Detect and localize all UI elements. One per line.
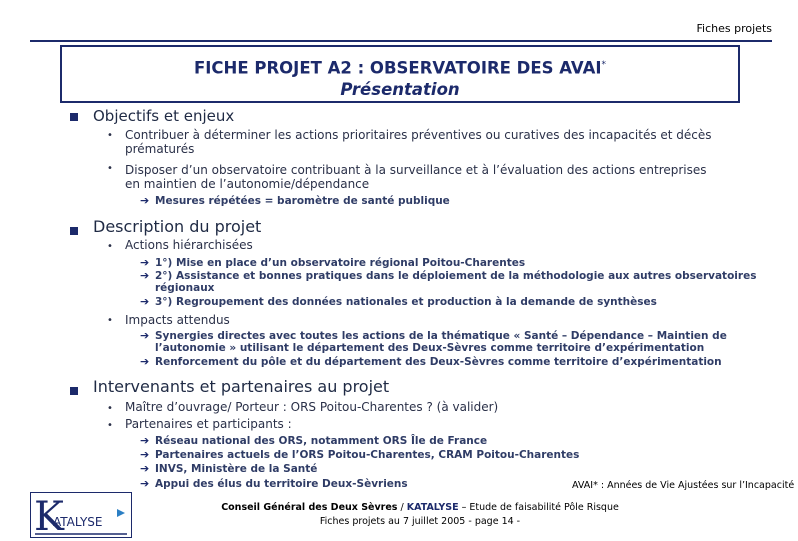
bullet-text: Maître d’ouvrage/ Porteur : ORS Poitou-Charentes ? (à valider)	[125, 400, 499, 414]
arrow-icon: ➔	[140, 462, 150, 475]
sub-item: 2°) Assistance et bonnes pratiques dans le déploiement de la méthodologie aux autres observatoires	[155, 270, 757, 282]
logo-letter: K	[34, 494, 64, 537]
sub-item: Mesures répétées = baromètre de santé publique	[155, 195, 450, 207]
logo-arrow-icon	[117, 509, 125, 517]
sub-item: 1°) Mise en place d’un observatoire régional Poitou-Charentes	[155, 257, 526, 269]
bullet-text: Contribuer à déterminer les actions prioritaires préventives ou curatives des incapacités et décès	[125, 128, 712, 142]
arrow-icon: ➔	[140, 355, 150, 368]
bullet-text: en maintien de l’autonomie/dépendance	[125, 177, 370, 191]
logo-text: ATALYSE	[53, 515, 103, 529]
bullet-text: Impacts attendus	[125, 313, 230, 327]
sub-item: régionaux	[155, 282, 215, 294]
arrow-icon: ➔	[140, 329, 150, 342]
arrow-icon: ➔	[140, 194, 150, 207]
page-title: FICHE PROJET A2 : OBSERVATOIRE DES AVAI*	[194, 58, 606, 78]
arrow-icon: ➔	[140, 434, 150, 447]
section-heading-description: Description du projet	[93, 217, 262, 236]
sub-item: INVS, Ministère de la Santé	[155, 463, 318, 475]
katalyse-logo	[30, 492, 132, 538]
section-bullet-icon	[70, 113, 78, 121]
bullet-text: Partenaires et participants :	[125, 417, 292, 431]
sub-item: l’autonomie » utilisant le département des Deux-Sèvres comme territoire d’expérimentation	[155, 342, 705, 354]
section-bullet-icon	[70, 387, 78, 395]
bullet-dot-icon: •	[107, 163, 113, 174]
page-subtitle: Présentation	[340, 79, 460, 99]
section-heading-intervenants: Intervenants et partenaires au projet	[93, 377, 390, 396]
section-bullet-icon	[70, 227, 78, 235]
sub-item: Réseau national des ORS, notamment ORS Île de France	[155, 435, 488, 447]
bullet-text: prématurés	[125, 142, 195, 156]
arrow-icon: ➔	[140, 295, 150, 308]
sub-item: 3°) Regroupement des données nationales et production à la demande de synthèses	[155, 296, 657, 308]
header-divider	[30, 40, 772, 42]
bullet-dot-icon: •	[107, 241, 113, 252]
footnote-avai: AVAI* : Années de Vie Ajustées sur l’Incapacité	[572, 480, 795, 491]
arrow-icon: ➔	[140, 448, 150, 461]
sub-item: Synergies directes avec toutes les actions de la thématique « Santé – Dépendance – Maintien de	[155, 330, 727, 342]
sub-item: Partenaires actuels de l’ORS Poitou-Charentes, CRAM Poitou-Charentes	[155, 449, 580, 461]
bullet-dot-icon: •	[107, 130, 113, 141]
bullet-dot-icon: •	[107, 403, 113, 414]
sub-item: Appui des élus du territoire Deux-Sèvriens	[155, 478, 408, 490]
bullet-text: Disposer d’un observatoire contribuant à la surveillance et à l’évaluation des actions entreprises	[125, 163, 707, 177]
sub-item: Renforcement du pôle et du département des Deux-Sèvres comme territoire d’expérimentation	[155, 356, 722, 368]
logo-graphic	[31, 493, 131, 537]
footer-line1: Conseil Général des Deux Sèvres / KATALYSE – Etude de faisabilité Pôle Risque	[221, 502, 619, 513]
title-box	[60, 45, 740, 103]
arrow-icon: ➔	[140, 269, 150, 282]
bullet-dot-icon: •	[107, 420, 113, 431]
section-heading-objectifs: Objectifs et enjeux	[93, 107, 235, 125]
header-label: Fiches projets	[696, 22, 772, 35]
arrow-icon: ➔	[140, 477, 150, 490]
footer-line2: Fiches projets au 7 juillet 2005 - page 14 -	[319, 516, 521, 527]
bullet-text: Actions hiérarchisées	[125, 238, 253, 252]
bullet-dot-icon: •	[107, 315, 113, 326]
arrow-icon: ➔	[140, 256, 150, 269]
